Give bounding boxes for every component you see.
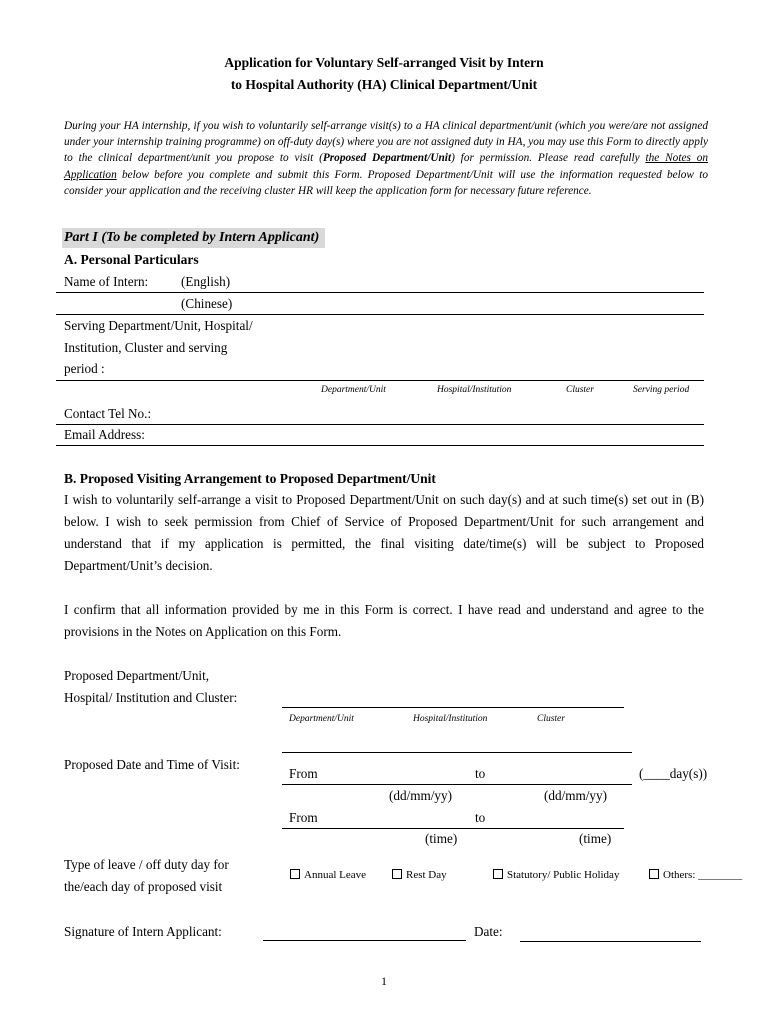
name-of-intern-label: Name of Intern: (64, 274, 149, 289)
signature-label: Signature of Intern Applicant: (64, 924, 222, 939)
from-date-format: (dd/mm/yy) (389, 788, 453, 803)
checkbox-icon (392, 869, 402, 879)
checkbox-annual-leave[interactable]: Annual Leave (290, 869, 366, 881)
contact-tel-field[interactable] (56, 424, 704, 425)
date-time-label: Proposed Date and Time of Visit: (64, 757, 240, 772)
part1-heading: Part I (To be completed by Intern Applicant) (62, 228, 325, 248)
checkbox-others[interactable]: Others: ________ (649, 869, 742, 881)
english-label: (English) (181, 274, 231, 289)
signature-field[interactable] (263, 940, 466, 941)
form-title-line2: to Hospital Authority (HA) Clinical Department/Unit (230, 77, 538, 92)
chinese-label: (Chinese) (181, 296, 233, 311)
serving-label-line3: period : (64, 361, 105, 376)
proposed-col-department: Department/Unit (289, 714, 354, 724)
proposed-dept-field[interactable] (282, 707, 624, 708)
proposed-col-hospital: Hospital/Institution (413, 714, 488, 724)
proposed-visit-top-line (282, 752, 632, 753)
proposed-col-cluster: Cluster (537, 714, 565, 724)
notes-link[interactable]: the Notes on Application (64, 152, 708, 181)
english-name-field[interactable] (56, 292, 704, 293)
date-field[interactable] (520, 941, 701, 942)
from-date-label: From (289, 766, 318, 781)
leave-type-label-line1: Type of leave / off duty day for (64, 857, 229, 872)
serving-label-line2: Institution, Cluster and serving (64, 340, 228, 355)
proposed-dept-label-line1: Proposed Department/Unit, (64, 668, 210, 683)
to-time-label: to (475, 810, 486, 825)
date-range-field[interactable] (282, 784, 632, 785)
leave-type-label-line2: the/each day of proposed visit (64, 879, 223, 894)
time-range-field[interactable] (282, 828, 624, 829)
serving-field[interactable] (56, 380, 704, 381)
section-a-heading: A. Personal Particulars (64, 252, 199, 267)
form-title-line1: Application for Voluntary Self-arranged Visit by Intern (224, 55, 544, 70)
serving-col-department: Department/Unit (321, 385, 386, 395)
checkbox-icon (290, 869, 300, 879)
serving-col-hospital: Hospital/Institution (437, 385, 512, 395)
serving-col-period: Serving period (633, 385, 690, 395)
to-date-format: (dd/mm/yy) (544, 788, 608, 803)
from-time-format: (time) (425, 831, 458, 846)
checkbox-public-holiday[interactable]: Statutory/ Public Holiday (493, 869, 619, 881)
serving-col-cluster: Cluster (566, 385, 594, 395)
intro-paragraph: During your HA internship, if you wish to voluntarily self-arrange visit(s) to a HA clinical department/unit (which you were/are not assigned under your internship training programme) on off-duty day(s) where you are not assigned duty in HA, you may use this Form to directly apply to the clinical department/unit you propose to visit (Proposed Department/Unit) for permission. Please read carefully the Notes on Application below before you complete and submit this Form. Proposed Department/Unit will use the information requested below to consider your application and the receiving cluster HR will keep the application form for necessary future reference. (64, 120, 708, 197)
from-time-label: From (289, 810, 318, 825)
proposed-dept-label-line2: Hospital/ Institution and Cluster: (64, 690, 238, 705)
section-b-paragraph1: I wish to voluntarily self-arrange a visit to Proposed Department/Unit on such day(s) and at such time(s) set out in (B) below. I wish to seek permission from Chief of Service of Proposed Department/Unit for such arrangement and understand that if my application is permitted, the final visiting date/time(s) will be subject to Proposed Department/Unit’s decision. (64, 492, 704, 573)
email-label: Email Address: (64, 427, 145, 442)
checkbox-icon (649, 869, 659, 879)
page-number: 1 (381, 974, 387, 988)
checkbox-rest-day[interactable]: Rest Day (392, 869, 447, 881)
section-b-heading: B. Proposed Visiting Arrangement to Proposed Department/Unit (64, 471, 436, 486)
date-label: Date: (474, 924, 503, 939)
checkbox-icon (493, 869, 503, 879)
serving-label-line1: Serving Department/Unit, Hospital/ (64, 318, 253, 333)
days-count-field[interactable]: (____day(s)) (639, 766, 708, 781)
contact-tel-label: Contact Tel No.: (64, 406, 152, 421)
to-time-format: (time) (579, 831, 612, 846)
to-date-label: to (475, 766, 486, 781)
chinese-name-field[interactable] (56, 314, 704, 315)
email-field[interactable] (56, 445, 704, 446)
section-b-paragraph2: I confirm that all information provided by me in this Form is correct. I have read and understand and agree to the provisions in the Notes on Application on this Form. (64, 602, 704, 639)
